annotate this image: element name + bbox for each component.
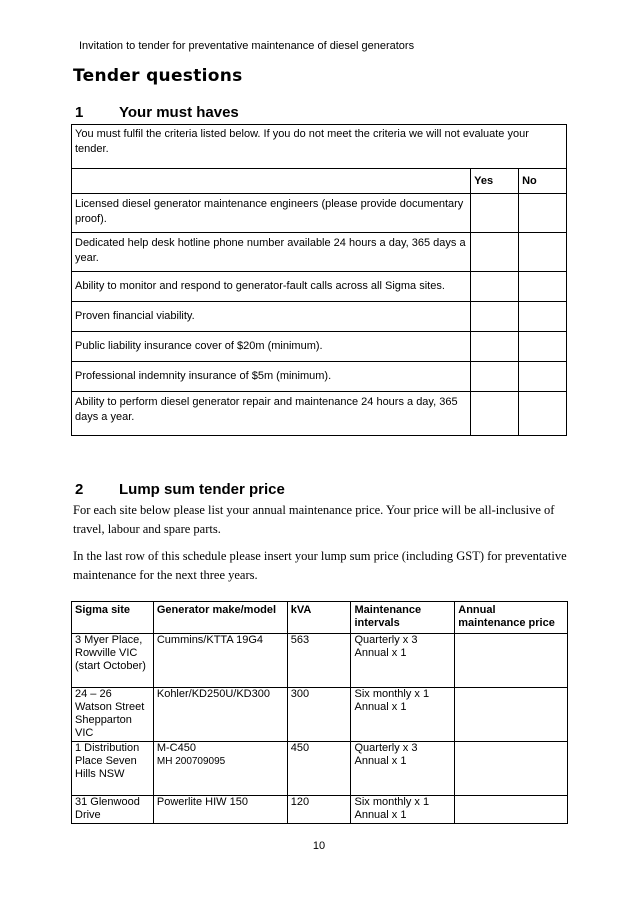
model-cell: Powerlite HIW 150 xyxy=(153,796,287,824)
kva-cell: 300 xyxy=(287,688,351,742)
interval-cell xyxy=(351,634,455,688)
model-cell: Cummins/KTTA 19G4 xyxy=(153,634,287,688)
instruction-paragraph: For each site below please list your annual maintenance price. Your price will be all-inclusive of travel, labour and spare parts. xyxy=(73,503,555,536)
model-line: M-C450 xyxy=(156,742,196,754)
yes-column-header: Yes xyxy=(471,169,519,194)
no-checkbox-cell[interactable] xyxy=(519,194,567,233)
kva-cell: 450 xyxy=(287,742,351,796)
instruction-paragraph: In the last row of this schedule please insert your lump sum price (including GST) for preventative maintenance for the next three years. xyxy=(73,549,567,582)
column-header: kVA xyxy=(287,602,351,634)
column-header: Maintenance intervals xyxy=(351,602,455,634)
page-number: 10 xyxy=(312,840,326,852)
interval-line: Six monthly x 1 xyxy=(354,688,430,700)
interval-line: Annual x 1 xyxy=(354,755,407,767)
yes-checkbox-cell[interactable] xyxy=(471,392,519,436)
must-haves-table xyxy=(71,124,567,436)
criterion-text: Public liability insurance cover of $20m (minimum). xyxy=(72,332,471,362)
interval-line: Annual x 1 xyxy=(354,647,407,659)
interval-line: Six monthly x 1 xyxy=(354,796,430,808)
price-input-cell[interactable] xyxy=(455,688,568,742)
section-number: 2 xyxy=(75,481,84,498)
criterion-text: Licensed diesel generator maintenance engineers (please provide documentary proof). xyxy=(72,194,471,233)
yes-checkbox-cell[interactable] xyxy=(471,233,519,272)
site-cell: 1 Distribution Place Seven Hills NSW xyxy=(72,742,154,796)
criterion-text: Proven financial viability. xyxy=(72,302,471,332)
criterion-text: Ability to perform diesel generator repair and maintenance 24 hours a day, 365 days a year. xyxy=(72,392,471,436)
site-cell: 3 Myer Place, Rowville VIC (start October) xyxy=(72,634,154,688)
table-row xyxy=(72,688,568,742)
kva-cell: 120 xyxy=(287,796,351,824)
interval-cell xyxy=(351,688,455,742)
no-checkbox-cell[interactable] xyxy=(519,302,567,332)
site-cell: 31 Glenwood Drive xyxy=(72,796,154,824)
serial-line: MH 200709095 xyxy=(156,756,226,767)
section-title: Your must haves xyxy=(119,104,239,121)
interval-line: Quarterly x 3 xyxy=(354,742,418,754)
model-cell xyxy=(153,742,287,796)
no-column-header: No xyxy=(519,169,567,194)
table-row xyxy=(72,742,568,796)
yes-checkbox-cell[interactable] xyxy=(471,362,519,392)
no-checkbox-cell[interactable] xyxy=(519,272,567,302)
yes-checkbox-cell[interactable] xyxy=(471,272,519,302)
must-haves-intro: You must fulfil the criteria listed below. If you do not meet the criteria we will not evaluate your tender. xyxy=(72,125,567,169)
interval-cell xyxy=(351,796,455,824)
criterion-text: Ability to monitor and respond to generator-fault calls across all Sigma sites. xyxy=(72,272,471,302)
model-cell: Kohler/KD250U/KD300 xyxy=(153,688,287,742)
yes-checkbox-cell[interactable] xyxy=(471,302,519,332)
interval-line: Annual x 1 xyxy=(354,809,407,821)
price-input-cell[interactable] xyxy=(455,796,568,824)
page-header: Invitation to tender for preventative maintenance of diesel generators xyxy=(79,40,415,52)
interval-cell xyxy=(351,742,455,796)
column-header: Sigma site xyxy=(72,602,154,634)
section-title: Lump sum tender price xyxy=(119,481,285,498)
section-number: 1 xyxy=(75,104,84,121)
no-checkbox-cell[interactable] xyxy=(519,332,567,362)
yes-checkbox-cell[interactable] xyxy=(471,332,519,362)
table-row xyxy=(72,634,568,688)
interval-line: Quarterly x 3 xyxy=(354,634,418,646)
criterion-text: Dedicated help desk hotline phone number available 24 hours a day, 365 days a year. xyxy=(72,233,471,272)
interval-line: Annual x 1 xyxy=(354,701,407,713)
site-cell: 24 – 26 Watson Street Shepparton VIC xyxy=(72,688,154,742)
no-checkbox-cell[interactable] xyxy=(519,362,567,392)
price-input-cell[interactable] xyxy=(455,634,568,688)
column-header: Generator make/model xyxy=(153,602,287,634)
page-title: Tender questions xyxy=(73,66,243,86)
price-input-cell[interactable] xyxy=(455,742,568,796)
criterion-text: Professional indemnity insurance of $5m (minimum). xyxy=(72,362,471,392)
sites-price-table xyxy=(71,601,568,824)
header-blank-cell xyxy=(72,169,471,194)
kva-cell: 563 xyxy=(287,634,351,688)
yes-checkbox-cell[interactable] xyxy=(471,194,519,233)
column-header: Annual maintenance price xyxy=(455,602,568,634)
no-checkbox-cell[interactable] xyxy=(519,233,567,272)
no-checkbox-cell[interactable] xyxy=(519,392,567,436)
table-row xyxy=(72,796,568,824)
